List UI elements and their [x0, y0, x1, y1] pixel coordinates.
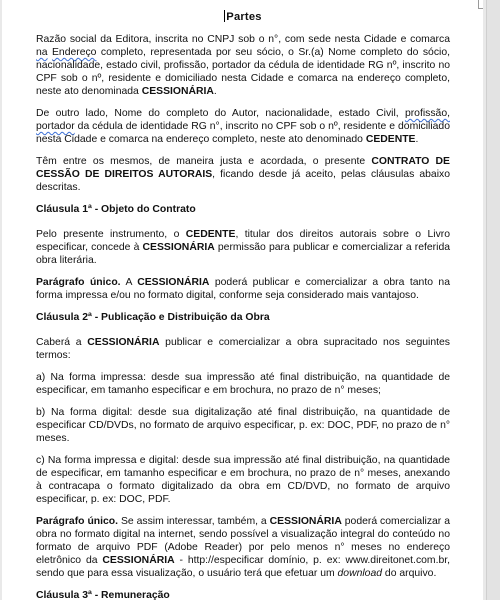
paragraph-clause-2: Caberá a CESSIONÁRIA publicar e comercializar a obra supracitado nos seguintes termos: [36, 337, 450, 361]
paragraph-agreement: Têm entre os mesmos, de maneira justa e acordada, o presente CONTRATO DE CESSÃO DE DIREITOS AUTORAIS, ficando desde já aceito, pelas cláusulas abaixo descritas. [36, 156, 450, 193]
paragraph-publisher: Razão social da Editora, inscrita no CNPJ sob o n°, com sede nesta Cidade e comarca na Endereço completo, representada por seu sócio, o Sr.(a) Nome completo do sócio, nacionalidade, estado civil, profissão, portador da cédula de identidade RG nº, inscrito no CPF sob o nº, residente e domiciliado nesta Cidade e comarca na endereço completo, neste ato denominada CESSIONÁRIA. [36, 34, 450, 97]
spelling-flag[interactable]: profissão, [404, 108, 450, 119]
paragraph-clause-1-sole: Parágrafo único. A CESSIONÁRIA poderá publicar e comercializar a obra tanto na forma impressa e/ou no formato digital, conforme seja considerado mais vantajoso. [36, 277, 450, 301]
document-title: Partes [226, 11, 262, 23]
document-body[interactable] [36, 10, 450, 600]
margin-corner-mark [478, 0, 483, 9]
document-page[interactable] [2, 0, 483, 600]
paragraph-clause-1: Pelo presente instrumento, o CEDENTE, titular dos direitos autorais sobre o Livro especificar, concede à CESSIONÁRIA permissão para publicar e comercializar a referida obra literária. [36, 229, 451, 266]
paragraph-item-b: b) Na forma digital: desde sua digitalização até final distribuição, na quantidade de especificar CD/DVDs, no formato de arquivo especificar, p. ex: DOC, PDF, no prazo de n° meses. [36, 407, 450, 444]
clause-1-heading: Cláusula 1ª - Objeto do Contrato [36, 204, 196, 215]
paragraph-item-a: a) Na forma impressa: desde sua impressão até final distribuição, na quantidade de especificar, em tamanho especificar e em brochura, no prazo de n° meses; [36, 372, 450, 396]
spelling-flag[interactable]: portador [36, 121, 75, 132]
spelling-flag[interactable]: Endereço [51, 47, 97, 58]
paragraph-clause-2-sole: Parágrafo único. Se assim interessar, também, a CESSIONÁRIA poderá comercializar a obra no formato digital na internet, sendo possível a visualização integral do conteúdo no formato de arquivo PDF (Adobe Reader) por pelo menos n° meses no endereço eletrônico da CESSIONÁRIA - http://especificar domínio, p. ex: www.direitonet.com.br, sendo que para essa visualização, o usuário terá que efetuar um download do arquivo. [36, 516, 451, 579]
window-edge [486, 0, 500, 600]
clause-3-heading: Cláusula 3ª - Remuneração [36, 590, 170, 600]
clause-2-heading: Cláusula 2ª - Publicação e Distribuição da Obra [36, 312, 270, 323]
paragraph-author: De outro lado, Nome do completo do Autor, nacionalidade, estado Civil, profissão, portador da cédula de identidade RG n°, inscrito no CPF sob o nº, residente e domiciliado nesta Cidade e comarca na endereço completo, neste ato denominado CEDENTE. [36, 108, 450, 145]
spelling-flag[interactable]: na [36, 47, 48, 58]
paragraph-item-c: c) Na forma impressa e digital: desde sua impressão até final distribuição, na quantidade de especificar, em tamanho especificar e em brochura, no prazo de n° meses, anexando à contracapa o formato digitalizado da obra em CD/DVD, no formato de arquivo especificar, p. ex: DOC, PDF. [36, 455, 450, 505]
